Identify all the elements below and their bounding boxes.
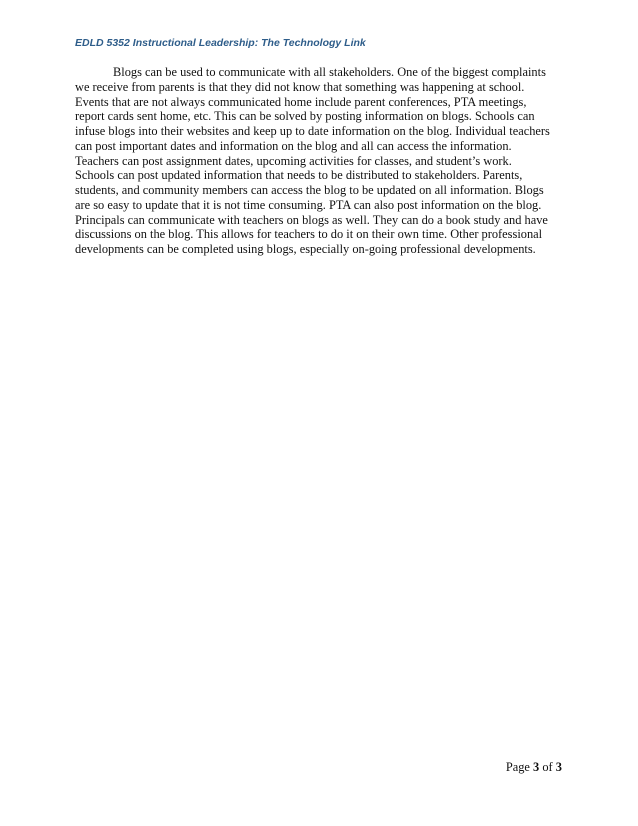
paragraph-line: are so easy to update that it is not time consuming. PTA can also post information on the blog.	[75, 197, 542, 212]
paragraph-line: can post important dates and information on the blog and all can access the information.	[75, 138, 512, 153]
page-header-title: EDLD 5352 Instructional Leadership: The Technology Link	[75, 37, 366, 49]
paragraph-line: discussions on the blog. This allows for teachers to do it on their own time. Other professional	[75, 227, 543, 242]
paragraph-line: Principals can communicate with teachers on blogs as well. They can do a book study and have	[75, 212, 548, 227]
of-word: of	[542, 760, 553, 774]
paragraph-line: Schools can post updated information that needs to be distributed to stakeholders. Parents,	[75, 168, 523, 183]
paragraph-line: report cards sent home, etc. This can be solved by posting information on blogs. Schools can	[75, 109, 535, 124]
paragraph-line: developments can be completed using blogs, especially on-going professional developments.	[75, 242, 536, 256]
paragraph-line: students, and community members can access the blog to be updated on all information. Blogs	[75, 183, 544, 197]
current-page-number: 3	[533, 760, 540, 774]
total-pages-number: 3	[555, 760, 562, 774]
page-word: Page	[505, 760, 530, 774]
paragraph-line: Events that are not always communicated home include parent conferences, PTA meetings,	[75, 94, 527, 109]
paragraph-line: infuse blogs into their websites and keep up to date information on the blog. Individual teachers	[75, 124, 550, 138]
page-number-footer	[506, 760, 562, 775]
paragraph-line: we receive from parents is that they did not know that something was happening at school.	[75, 79, 525, 94]
body-paragraph	[75, 65, 575, 257]
paragraph-line: Blogs can be used to communicate with all stakeholders. One of the biggest complaints	[113, 65, 546, 79]
paragraph-line: Teachers can post assignment dates, upcoming activities for classes, and student’s work.	[75, 153, 512, 168]
